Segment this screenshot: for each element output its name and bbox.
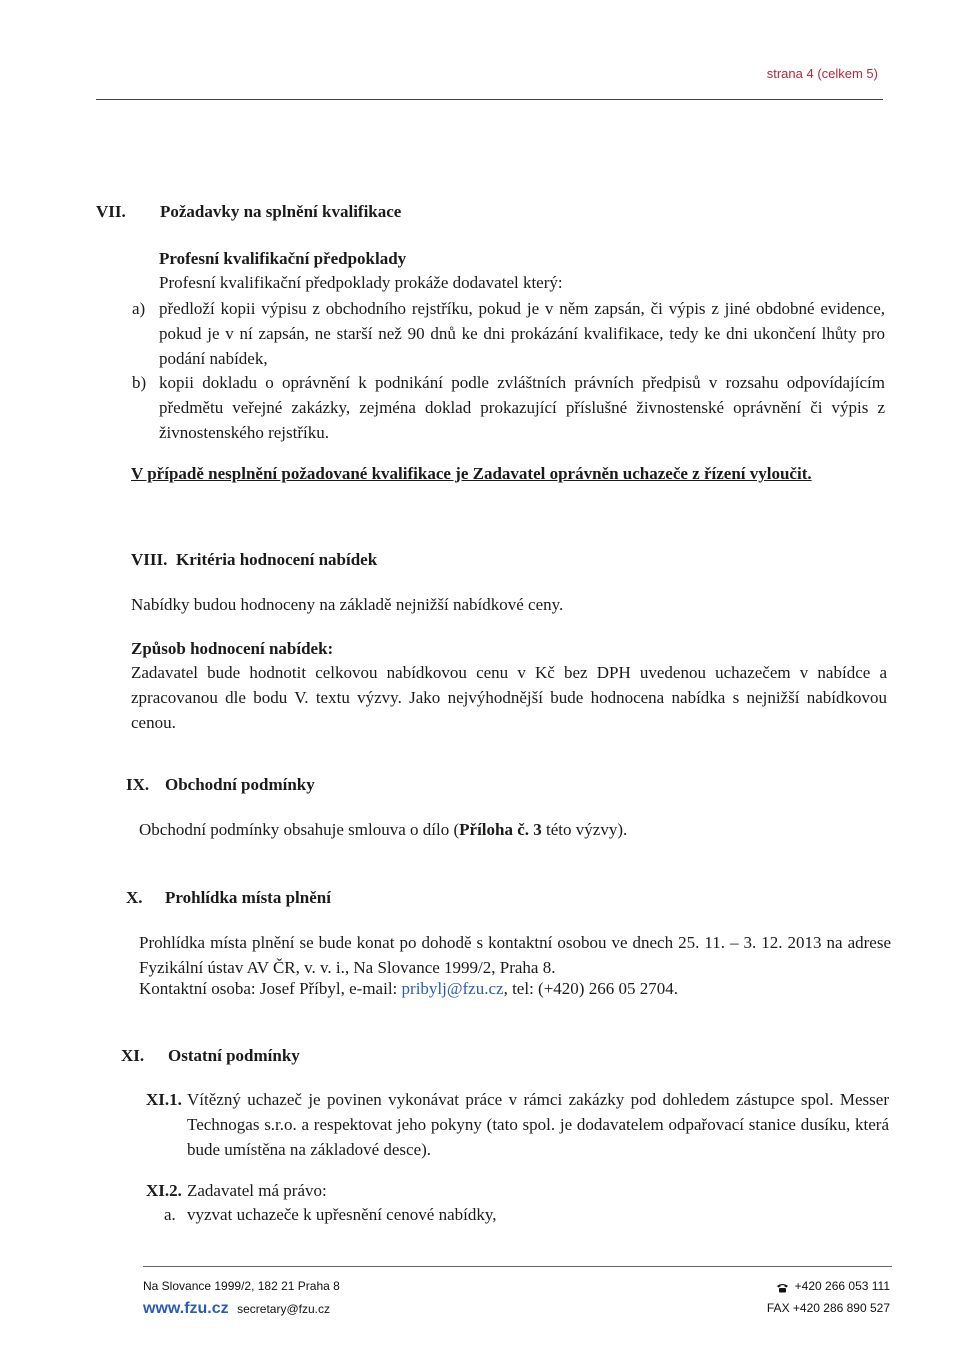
item-a-label: a) [132,299,146,318]
section-11-number: XI. [121,1046,145,1065]
header-rule [96,99,883,100]
footer-phone [776,1279,890,1293]
footer-fax: FAX +420 286 890 527 [766,1301,890,1315]
footer-address: Na Slovance 1999/2, 182 21 Praha 8 [143,1279,340,1293]
section-9-text [139,817,627,842]
section-7-title: Požadavky na splnění kvalifikace [160,202,402,221]
section-7-intro: Profesní kvalifikační předpoklady prokáže dodavatel který: [159,273,563,292]
item-11-2-number: XI.2. [146,1181,182,1200]
item-11-1-number: XI.1. [146,1090,182,1109]
section-8-subtitle: Způsob hodnocení nabídek: [131,639,334,658]
contact-label: Kontaktní osoba: Josef Příbyl, e-mail: [139,979,402,998]
section-11-title: Ostatní podmínky [168,1046,300,1065]
item-11-1-text: Vítězný uchazeč je povinen vykonávat práce v rámci zakázky pod dohledem zástupce spol. Messer Technogas s.r.o. a respektovat jeho pokyny (tato spol. je dodavatelem odpařovací stanice dusíku, která bude umístěna na základové desce). [187,1090,889,1159]
footer-phone-number: +420 266 053 111 [794,1279,890,1293]
item-b-label: b) [132,373,147,392]
item-a-text: předloží kopii výpisu z obchodního rejstříku, pokud je v něm zapsán, či výpis z jiné obdobné evidence, pokud je v ní zapsán, ne starší než 90 dnů ke dni prokázání kvalifikace, tedy ke dni ukončení lhůty pro podání nabídek, [159,299,885,368]
footer-web-link[interactable]: www.fzu.cz [143,1300,229,1317]
item-b-text: kopii dokladu o oprávnění k podnikání podle zvláštních právních předpisů v rozsahu odpovídajícím předmětu veřejné zakázky, zejména doklad prokazující příslušné živnostenské oprávnění či výpis z živnostenského rejstříku. [159,373,885,442]
section-10-contact [139,976,678,1001]
item-11-2-text: Zadavatel má právo: [187,1181,327,1200]
section-8-number: VIII. [131,550,168,569]
attachment-reference: Příloha č. 3 [459,820,542,839]
section-8-title: Kritéria hodnocení nabídek [176,550,378,569]
contact-email-link[interactable]: pribylj@fzu.cz [401,979,504,998]
section-7-number: VII. [96,202,126,221]
section-8-text: Nabídky budou hodnoceny na základě nejnižší nabídkové ceny. [131,595,564,614]
section-9-number: IX. [126,775,150,794]
section-8-subtext: Zadavatel bude hodnotit celkovou nabídkovou cenu v Kč bez DPH uvedenou uchazečem v nabídce a zpracovanou dle bodu V. textu výzvy. Jako nejvýhodnější bude hodnocena nabídka s nejnižší nabídkovou cenou. [131,663,887,732]
item-11-2-a-label: a. [164,1205,176,1224]
qualification-warning: V případě nesplnění požadované kvalifikace je Zadavatel oprávněn uchazeče z řízení vyloučit. [131,464,812,483]
section-9-title: Obchodní podmínky [165,775,315,794]
section-7-subtitle: Profesní kvalifikační předpoklady [159,249,407,268]
footer-email-link[interactable]: secretary@fzu.cz [237,1302,330,1316]
item-11-2-a-text: vyzvat uchazeče k upřesnění cenové nabídky, [187,1205,497,1224]
page-number: strana 4 (celkem 5) [766,66,878,81]
section-9-text-post: této výzvy). [541,820,628,839]
section-9-text-pre: Obchodní podmínky obsahuje smlouva o dílo ( [139,820,460,839]
section-10-number: X. [126,888,143,907]
footer-contacts [143,1300,330,1318]
section-10-text: Prohlídka místa plnění se bude konat po dohodě s kontaktní osobou ve dnech 25. 11. – 3. 12. 2013 na adrese Fyzikální ústav AV ČR, v. v. i., Na Slovance 1999/2, Praha 8. [139,933,891,977]
footer-rule [143,1266,892,1267]
contact-phone: , tel: (+420) 266 05 2704. [503,979,678,998]
section-10-title: Prohlídka místa plnění [165,888,331,907]
phone-icon [776,1282,789,1291]
